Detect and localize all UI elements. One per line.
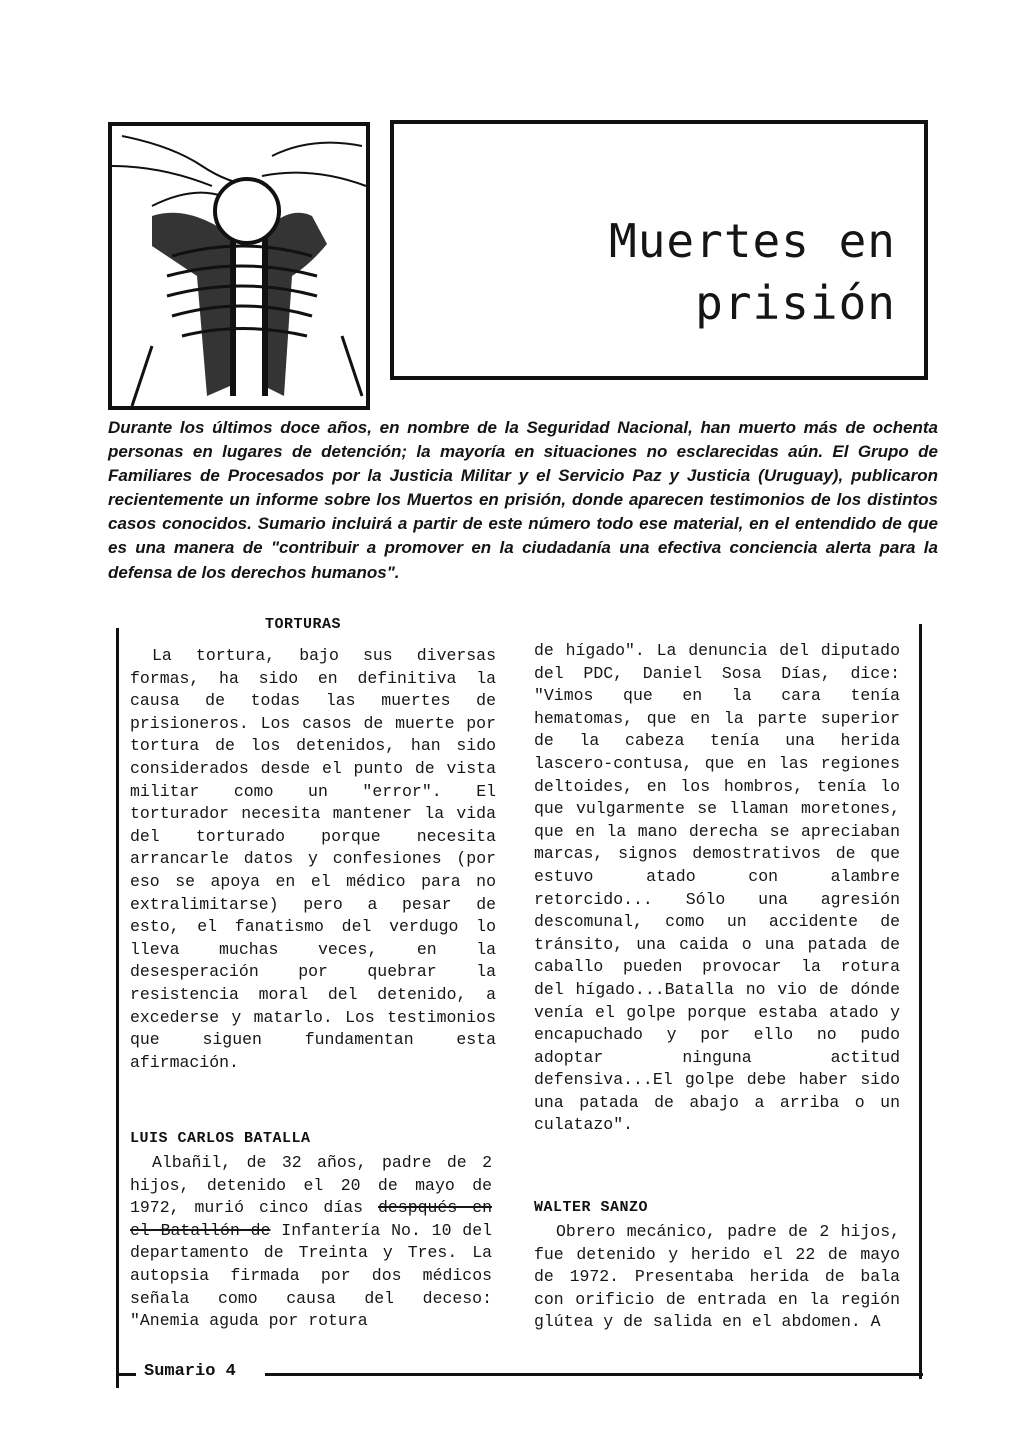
sanzo-paragraph: Obrero mecánico, padre de 2 hijos, fue detenido y herido el 22 de mayo de 1972. Presentaba herida de bala con orificio de entrada en la región glútea y de salida en el abdomen. A [534,1222,900,1332]
batalla-text-start: Albañil, de 32 años, padre de 2 hijos, detenido el 20 de mayo de 1972, murió cinco días [130,1153,492,1218]
batalla-text-end: Infantería No. 10 del departamento de Treinta y Tres. La autopsia firmada por dos médicos señala como causa del deceso: "Anemia aguda por rotura [130,1220,492,1331]
intro-paragraph: Durante los últimos doce años, en nombre de la Seguridad Nacional, han muerto más de ochenta personas en lugares de detención; la mayoría en situaciones no esclarecidas aún. El Grupo de Familiares de Procesados por la Justicia Militar y el Servicio Paz y Justicia (Uruguay), publicaron recientemente un informe sobre los Muertos en prisión, donde aparecen testimonios de los distintos casos conocidos. Sumario incluirá a partir de este número todo ese material, en el entendido de que es una manera de "contribuir a promover en la ciudadanía una efectiva conciencia alerta para la defensa de los derechos humanos". [108,418,938,582]
title-line-1: Muertes en [609,214,896,268]
right-column-rule [919,624,922,1379]
bottom-rule-left [116,1373,136,1376]
bottom-rule [265,1373,923,1376]
sanzo-body [534,1221,900,1334]
left-column-rule [116,628,119,1388]
title-line-2: prisión [695,276,896,330]
torturas-paragraph: La tortura, bajo sus diversas formas, ha sido en definitiva la causa de todas las muertes de prisioneros. Los casos de muerte por tortura de los detenidos, han sido considerados desde el punto de vista militar como un "error". El torturador necesita mantener la vida del torturado porque necesita arrancarle datos y confesiones (por eso se apoya en el médico para no extralimitarse) pero a pesar de esto, el fanatismo del verdugo lo lleva muchas veces, en la desesperación por quebrar la resistencia moral del detenido, a excederse y matarlo. Los testimonios que siguen fundamentan esta afirmación. [130,646,496,1072]
batalla-body [130,1152,492,1333]
sanzo-heading: WALTER SANZO [534,1199,649,1216]
page-footer: Sumario 4 [140,1362,240,1381]
batalla-struck-text: despqués en el Batallón de [130,1198,492,1240]
batalla-heading: LUIS CARLOS BATALLA [130,1130,311,1147]
skeleton-drawing [112,126,366,406]
title-box [390,120,928,380]
torturas-body [130,645,496,1074]
torturas-heading: TORTURAS [265,616,342,633]
batalla-continued-paragraph: de hígado". La denuncia del diputado del PDC, Daniel Sosa Días, dice: "Vimos que en la cara tenía hematomas, que en la parte superior de la cabeza tenía una herida lascero-contusa, que en las regiones deltoides, en los hombros, tenía lo que vulgarmente se llaman moretones, que en la mano derecha se apreciaban marcas, signos demostrativos de que estuvo atado con alambre retorcido... Sólo una agresión descomunal, como un accidente de tránsito, una caida o una patada de caballo pueden provocar la rotura del hígado...Batalla no vio de dónde venía el golpe porque estaba atado y encapuchado y por ello no pudo adoptar ninguna actitud defensiva...El golpe debe haber sido una patada de abajo a arriba o un culatazo". [534,641,900,1135]
skeleton-illustration [108,122,370,410]
batalla-continued [534,640,900,1137]
